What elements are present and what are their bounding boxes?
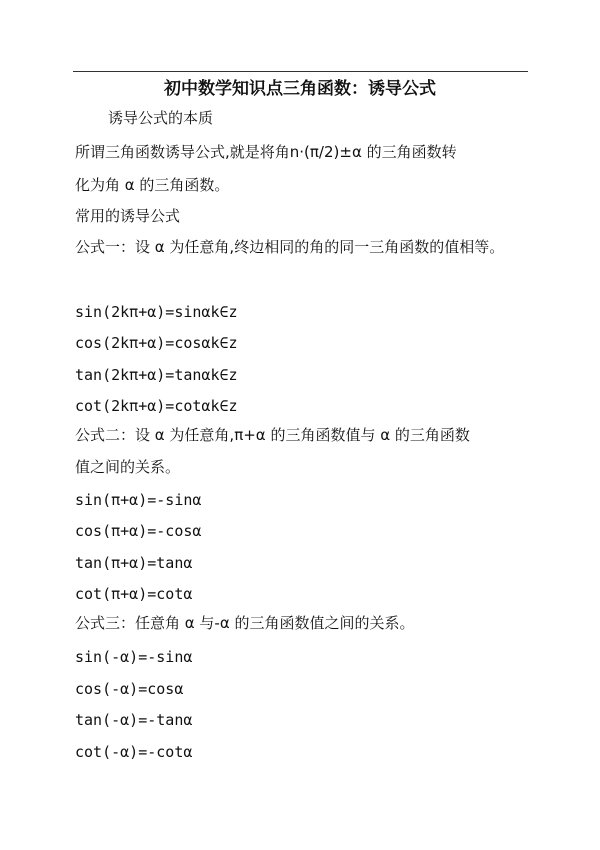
formula-1-tan: tan(2kπ+α)=tanαk∈z bbox=[75, 366, 238, 384]
formula-1-description: 公式一：设 α 为任意角,终边相同的角的同一三角函数的值相等。 bbox=[75, 238, 505, 256]
formula-2-cos: cos(π+α)=-cosα bbox=[75, 522, 202, 540]
formula-2-cot: cot(π+α)=cotα bbox=[75, 585, 193, 603]
section-heading-common: 常用的诱导公式 bbox=[75, 207, 181, 225]
formula-3-cos: cos(-α)=cosα bbox=[75, 680, 184, 698]
formula-3-cot: cot(-α)=-cotα bbox=[75, 743, 193, 761]
formula-2-description-line-1: 公式二：设 α 为任意角,π+α 的三角函数值与 α 的三角函数 bbox=[75, 426, 470, 444]
header-rule bbox=[73, 71, 528, 72]
formula-1-sin: sin(2kπ+α)=sinαk∈z bbox=[75, 303, 238, 321]
page-title: 初中数学知识点三角函数：诱导公式 bbox=[164, 79, 436, 99]
formula-3-description: 公式三：任意角 α 与-α 的三角函数值之间的关系。 bbox=[75, 614, 415, 632]
formula-2-description-line-2: 值之间的关系。 bbox=[75, 458, 181, 476]
formula-1-cot: cot(2kπ+α)=cotαk∈z bbox=[75, 397, 238, 415]
intro-paragraph-line-1: 所谓三角函数诱导公式,就是将角n·(π/2)±α 的三角函数转 bbox=[75, 143, 457, 161]
intro-paragraph-line-2: 化为角 α 的三角函数。 bbox=[75, 176, 230, 194]
formula-2-tan: tan(π+α)=tanα bbox=[75, 554, 193, 572]
formula-3-tan: tan(-α)=-tanα bbox=[75, 711, 193, 729]
formula-2-sin: sin(π+α)=-sinα bbox=[75, 491, 202, 509]
formula-3-sin: sin(-α)=-sinα bbox=[75, 648, 193, 666]
formula-1-cos: cos(2kπ+α)=cosαk∈z bbox=[75, 334, 238, 352]
section-heading-essence: 诱导公式的本质 bbox=[108, 109, 214, 127]
